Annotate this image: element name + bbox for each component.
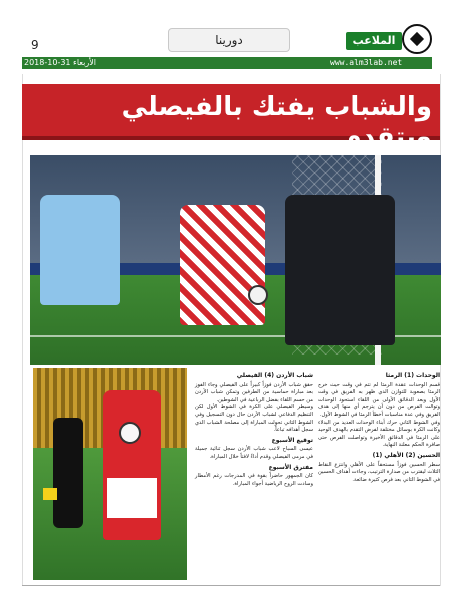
subheading: توقيع الأسبوع: [271, 436, 313, 444]
ball-icon: [248, 285, 268, 305]
ball-icon: [119, 422, 141, 444]
logo: الملاعب: [346, 32, 402, 50]
paragraph: قسم الوحدات عقدة الرمثا لم تتم في وقت حيث خرج الرمثا بصعوبة للتوازن الذي ظهر به الفريق في وقت الأول وبعد الدقائق الأولى من اللقاء استحوذ الوحدات وتوالت الفرص من دون أن يترجم أي منها إلى هدف الفريق وفي عدة مناسبات أخطأ الرمثا في الشوط الأول.: [318, 381, 440, 418]
paragraph: سطر الحسين فوزاً مستحقاً على الأهلي وانتزع النقاط الثلاث ليقترب من صدارة الترتيب، وجاءت أهداف الحسين في الشوط الثاني بعد فرص كثيرة ضائعة.: [318, 461, 440, 483]
paragraph: وفي الشوط الثاني حرك أبناء الوحدات العديد من البدلاء وكانت الكرة بوسائل مختلفة لفرض التقدم بالهدف الوحيد على الرمثا في الدقائق الأخيرة وتواصلت الفرص حتى صافرة الحكم معلنة النهاية.: [318, 419, 440, 449]
page-border-left: [22, 74, 23, 586]
headline: والشباب يفتك بالفيصلي ويتقدم: [121, 92, 432, 152]
flag-icon: [43, 488, 57, 500]
article-column-middle: [195, 370, 313, 582]
football-icon: [402, 24, 432, 54]
section-label: دورينا: [168, 28, 290, 52]
article-column-right: [318, 370, 440, 582]
player-shorts: [107, 478, 157, 518]
main-match-photo: [30, 155, 441, 365]
issue-date: الأربعاء 31-10-2018: [24, 58, 96, 67]
footer-rule: [22, 585, 440, 586]
paragraph: كان الجمهور حاضراً بقوة في المدرجات رغم الأمطار وسادت الروح الرياضية أجواء المباراة.: [195, 473, 313, 487]
paragraph: عيسى السباح لاعب شباب الأردن سجل ثنائية جميلة في مرمى الفيصلي وقدم أداءً لافتاً خلال المباراة.: [195, 446, 313, 460]
goalkeeper: [285, 195, 395, 345]
subheading: مفترق الأسبوع: [268, 463, 313, 471]
referee: [53, 418, 83, 528]
paragraph: وسيطر الفيصلي على الكرة في الشوط الأول لكن التنظيم الدفاعي لشباب الأردن حال دون التسجيل وفي الشوط الثاني تحولت المباراة إلى مصلحة الشباب الذي سجل أهدافه تباعاً.: [195, 404, 313, 434]
player-red-white-kit: [180, 205, 265, 325]
player-blue-kit: [40, 195, 120, 305]
paragraph: حقق شباب الأردن فوزاً كبيراً على الفيصلي وجاء الفوز بعد مباراة حماسية من الطرفين وتمكن شباب الأردن من حسم اللقاء بفضل الرباعية في الشوطين.: [195, 381, 313, 403]
subheading: الحسين (2) الأهلي (1): [372, 451, 440, 459]
subheading: الوحدات (1) الرمثا: [385, 372, 440, 379]
subheading: شباب الأردن (4) الفيصلي: [236, 372, 313, 379]
inset-player-photo: [30, 365, 190, 583]
website-url: www.alm3lab.net: [330, 58, 403, 67]
page-number: 9: [31, 38, 39, 52]
